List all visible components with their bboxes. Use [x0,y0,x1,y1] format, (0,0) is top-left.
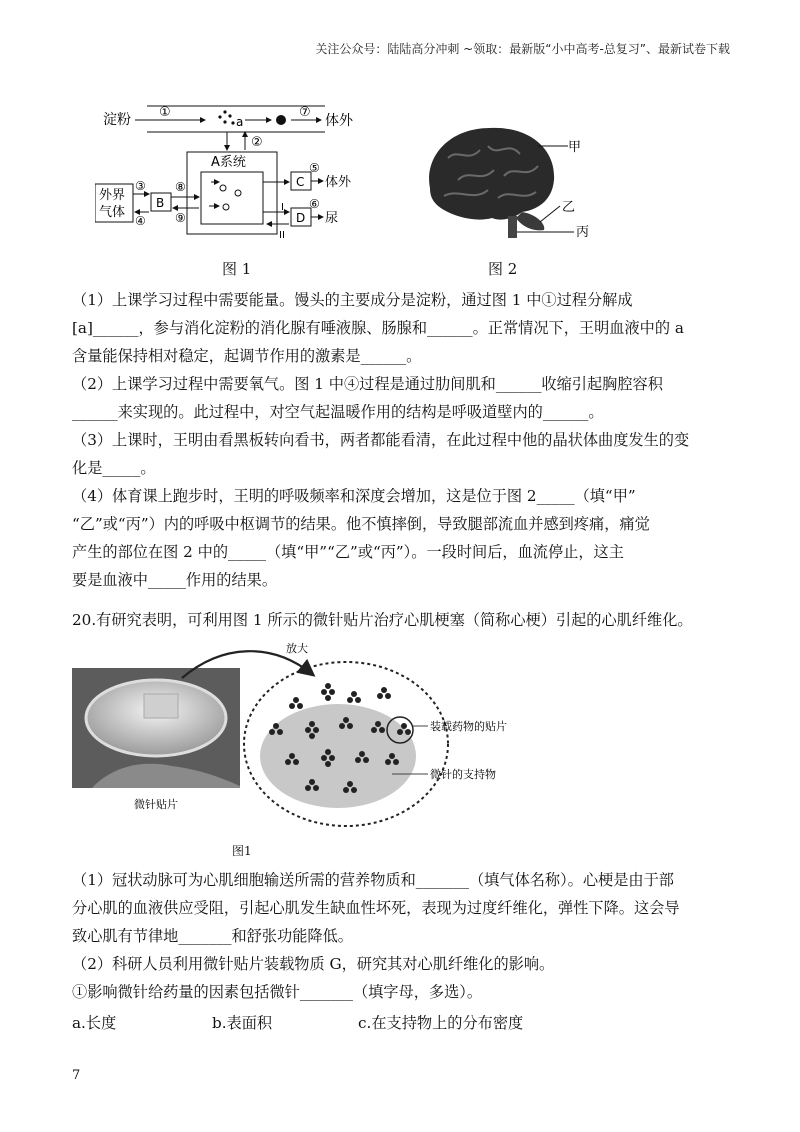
label-n2: ② [251,135,263,150]
label-urine: 尿 [325,211,339,226]
q19-line: （3）上课时，王明由看黑板转向看书，两者都能看清，在此过程中他的晶状体曲度发生的变 [72,431,690,449]
figure-2-caption: 图 2 [488,260,518,278]
q19-line: （2）上课学习过程中需要氧气。图 1 中④过程是通过肋间肌和______收缩引起胸腔容积 [72,375,663,393]
option-b: b.表面积 [212,1014,273,1032]
microneedle-zoom-view [242,660,692,830]
q19-line: 产生的部位在图 2 中的_____（填“甲”“乙”或“丙”）。一段时间后，血流停止，这主 [72,543,624,561]
label-bing: 丙 [576,225,590,240]
q20-line: 分心肌的血液供应受阻，引起心肌发生缺血性坏死，表现为过度纤维化，弹性下降。这会导 [72,899,680,917]
q20-line: （1）冠状动脉可为心肌细胞输送所需的营养物质和_______（填气体名称）。心梗是由于部 [72,871,674,889]
label-jia: 甲 [568,140,582,155]
question-20-intro: 20.有研究表明，可利用图 1 所示的微针贴片治疗心肌梗塞（简称心梗）引起的心肌纤维化。 [72,611,693,629]
option-c: c.在支持物上的分布密度 [358,1014,524,1032]
q20-line: 致心肌有节律地_______和舒张功能降低。 [72,927,353,945]
label-gas: 气体 [99,205,126,220]
label-drug-patch: 装载药物的贴片 [430,720,507,733]
page-header: 关注公众号：陆陆高分冲刺 ~领取：最新版“小中高考-总复习”、最新试卷下载 [315,42,730,56]
q20-line: ①影响微针给药量的因素包括微针_______（填字母，多选）。 [72,983,483,1001]
figure-1-diagram [95,100,365,245]
q19-line: （4）体育课上跑步时，王明的呼吸频率和深度会增加，这是位于图 2_____（填“甲” [72,487,636,505]
page-number: 7 [72,1068,81,1083]
label-D: D [296,211,306,225]
label-n7: ⑦ [299,105,311,120]
q19-line: （1）上课学习过程中需要能量。馒头的主要成分是淀粉，通过图 1 中①过程分解成 [72,291,633,309]
label-C: C [296,175,305,189]
label-n3: ③ [135,179,146,193]
label-outside-top: 体外 [325,113,353,129]
label-I: I [281,202,284,213]
label-n5: ⑤ [309,161,320,175]
label-zoom: 放大 [286,642,308,655]
label-system: A系统 [211,155,246,170]
q19-line: 含量能保持相对稳定，起调节作用的激素是______。 [72,347,422,365]
question-20 [72,866,728,1006]
q20-line: （2）科研人员利用微针贴片装载物质 G，研究其对心肌纤维化的影响。 [72,955,555,973]
q19-line: 化是_____。 [72,459,156,477]
q19-line: ______来实现的。此过程中，对空气起温暖作用的结构是呼吸道壁内的______。 [72,403,604,421]
figure-1-caption: 图 1 [222,260,252,278]
figure-2-brain [418,118,598,243]
label-yi: 乙 [562,200,576,215]
label-patch: 微针贴片 [134,798,178,811]
label-II: II [279,230,285,241]
q19-line: 要是血液中_____作用的结果。 [72,571,278,589]
label-n9: ⑨ [175,211,186,225]
q19-line: “乙”或“丙”）内的呼吸中枢调节的结果。他不慎摔倒，导致腿部流血并感到疼痛，痛觉 [72,515,650,533]
label-outside-c: 体外 [325,175,352,190]
label-n1: ① [159,105,171,120]
label-support: 微针的支持物 [430,768,496,781]
q19-line: [a]______，参与消化淀粉的消化腺有唾液腺、肠腺和______。正常情况下，王明血液中的 a [72,319,684,337]
label-n6: ⑥ [309,197,320,211]
label-n8: ⑧ [175,180,186,194]
option-a: a.长度 [72,1014,117,1032]
question-19 [72,286,728,594]
label-a: a [236,115,244,129]
label-outside-env: 外界 [99,188,126,203]
microneedle-caption: 图1 [232,844,252,858]
label-starch: 淀粉 [103,112,131,128]
label-n4: ④ [135,214,146,228]
label-B: B [156,196,165,210]
